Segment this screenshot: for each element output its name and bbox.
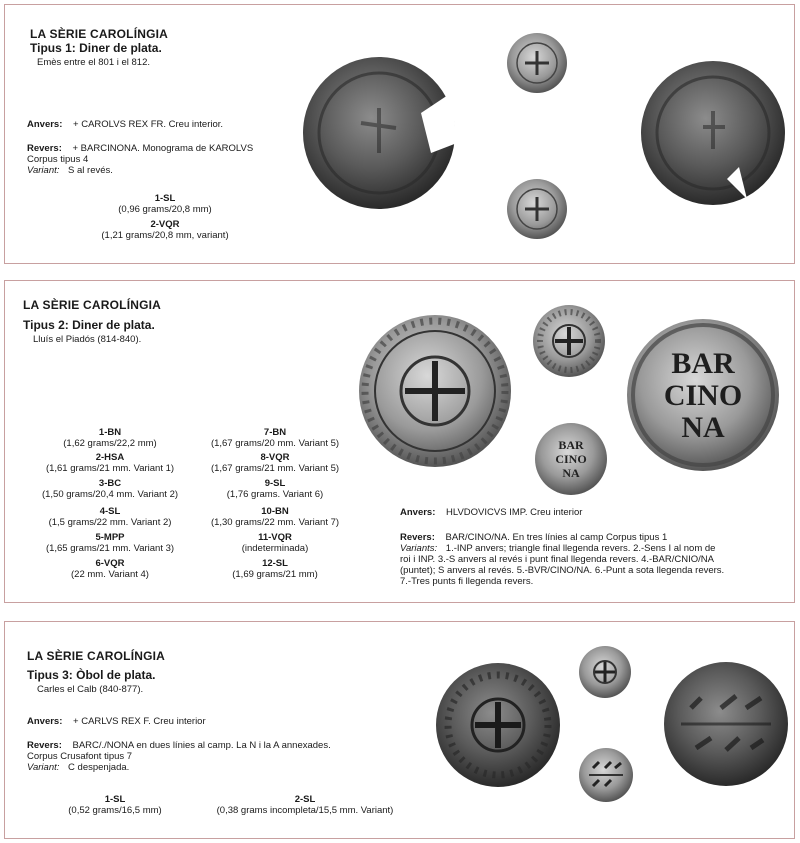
card-tipus-2 xyxy=(4,280,795,603)
specimen-id: 8-VQR xyxy=(260,452,290,463)
coin-revers-large-image xyxy=(661,658,791,788)
corpus-line: Corpus tipus 4 xyxy=(27,154,89,165)
revers-line xyxy=(27,143,253,154)
specimen-id: 6-VQR xyxy=(95,558,125,569)
revers-text: + BARCINONA. Monograma de KAROLVS xyxy=(72,143,254,154)
variants-line-4: 7.-Tres punts fi llegenda revers. xyxy=(400,576,534,587)
specimen-detail: (1,69 grams/21 mm) xyxy=(232,569,318,580)
card-tipus-title: Tipus 1: Diner de plata. xyxy=(30,41,162,55)
revers-line xyxy=(400,532,667,543)
corpus-line: Corpus Crusafont tipus 7 xyxy=(27,751,133,762)
specimen-detail: (0,38 grams incompleta/15,5 mm. Variant) xyxy=(216,805,394,816)
specimen-id: 11-VQR xyxy=(258,532,292,543)
specimen-1 xyxy=(95,193,235,215)
anvers-line xyxy=(400,507,582,518)
card-tipus-title: Tipus 2: Diner de plata. xyxy=(23,318,155,332)
variants-label: Variants: xyxy=(400,543,438,554)
specimen-1 xyxy=(45,794,185,816)
revers-text: BAR/CINO/NA. En tres línies al camp Corpus tipus 1 xyxy=(445,532,668,543)
specimen-id: 4-SL xyxy=(99,506,121,517)
specimen-2 xyxy=(185,794,425,816)
variants-line-2: roi i INP. 3.-S anvers al revés i punt final llegenda revers. 4.-BAR/CNIO/NA xyxy=(400,554,714,565)
specimen-8 xyxy=(190,452,360,474)
specimen-1 xyxy=(35,427,185,449)
coin-anvers-small-image xyxy=(529,301,609,381)
card-subtitle: Lluís el Piadós (814-840). xyxy=(33,334,142,345)
specimen-4 xyxy=(25,506,195,528)
specimen-2 xyxy=(25,452,195,474)
revers-label: Revers: xyxy=(27,143,62,154)
specimen-id: 7-BN xyxy=(263,427,287,438)
coin-anvers-large-image xyxy=(433,660,563,790)
card-subtitle: Emès entre el 801 i el 812. xyxy=(37,57,151,68)
specimen-id: 2-HSA xyxy=(95,452,125,463)
specimen-id: 5-MPP xyxy=(95,532,125,543)
card-series-title: LA SÈRIE CAROLÍNGIA xyxy=(30,27,169,41)
coin-large-line-1: BAR xyxy=(671,347,735,380)
coin-revers-small-image xyxy=(505,177,569,241)
specimen-detail: (1,21 grams/20,8 mm, variant) xyxy=(101,230,229,241)
coin-anvers-large-image xyxy=(355,311,515,471)
specimen-3 xyxy=(20,478,200,500)
specimen-detail: (1,65 grams/21 mm. Variant 3) xyxy=(45,543,175,554)
revers-label: Revers: xyxy=(400,532,435,543)
coin-revers-large-image xyxy=(643,49,800,209)
revers-label: Revers: xyxy=(27,740,62,751)
card-series-title: LA SÈRIE CAROLÍNGIA xyxy=(27,649,166,663)
anvers-text: + CARLVS REX F. Creu interior xyxy=(73,716,206,727)
variant-label: Variant: xyxy=(27,762,60,773)
variants-text: 1.-INP anvers; triangle final llegenda revers. 2.-Sens I al nom de xyxy=(445,543,716,554)
specimen-detail: (1,30 grams/22 mm. Variant 7) xyxy=(210,517,340,528)
variant-line xyxy=(27,165,113,176)
specimen-id: 2-SL xyxy=(294,794,316,805)
specimen-detail: (0,52 grams/16,5 mm) xyxy=(68,805,162,816)
anvers-line xyxy=(27,716,206,727)
card-subtitle: Carles el Calb (840-877). xyxy=(37,684,144,695)
specimen-id: 1-BN xyxy=(98,427,122,438)
specimen-detail: (1,50 grams/20,4 mm. Variant 2) xyxy=(41,489,179,500)
revers-text: BARC/./NONA en dues línies al camp. La N i la A annexades. xyxy=(72,740,331,751)
anvers-label: Anvers: xyxy=(27,716,63,727)
anvers-text: HLVDOVICVS IMP. Creu interior xyxy=(446,507,583,518)
specimen-detail: (0,96 grams/20,8 mm) xyxy=(118,204,212,215)
anvers-label: Anvers: xyxy=(400,507,436,518)
coin-revers-large-image xyxy=(625,317,785,477)
variant-label: Variant: xyxy=(27,165,60,176)
specimen-detail: (22 mm. Variant 4) xyxy=(71,569,149,580)
variant-line xyxy=(27,762,129,773)
specimen-9 xyxy=(200,478,350,500)
variants-line-1 xyxy=(400,543,715,554)
coin-large-line-3: NA xyxy=(681,411,725,444)
coin-small-line-3: NA xyxy=(562,466,580,480)
specimen-id: 3-BC xyxy=(98,478,122,489)
specimen-id: 1-SL xyxy=(104,794,126,805)
specimen-detail: (1,61 grams/21 mm. Variant 1) xyxy=(45,463,175,474)
specimen-11 xyxy=(210,532,340,554)
specimen-detail: (1,67 grams/20 mm. Variant 5) xyxy=(210,438,340,449)
coin-revers-small-image xyxy=(577,746,635,804)
anvers-text: + CAROLVS REX FR. Creu interior. xyxy=(73,119,224,130)
variant-text: C despenjada. xyxy=(68,762,130,773)
coin-anvers-large-image xyxy=(301,53,461,213)
specimen-5 xyxy=(25,532,195,554)
coin-large-line-2: CINO xyxy=(663,379,743,412)
specimen-6 xyxy=(35,558,185,580)
coin-revers-small-image xyxy=(531,419,611,499)
specimen-12 xyxy=(205,558,345,580)
specimen-detail: (indeterminada) xyxy=(241,543,309,554)
card-series-title: LA SÈRIE CAROLÍNGIA xyxy=(23,298,162,312)
coin-anvers-small-image xyxy=(577,644,633,700)
revers-line xyxy=(27,740,331,751)
specimen-id: 1-SL xyxy=(154,193,176,204)
specimen-detail: (1,62 grams/22,2 mm) xyxy=(63,438,157,449)
anvers-label: Anvers: xyxy=(27,119,63,130)
specimen-id: 9-SL xyxy=(264,478,286,489)
card-tipus-3 xyxy=(4,621,795,839)
card-tipus-title: Tipus 3: Òbol de plata. xyxy=(27,668,156,682)
anvers-line xyxy=(27,119,223,130)
coin-anvers-small-image xyxy=(505,31,569,95)
specimen-2 xyxy=(75,219,255,241)
specimen-id: 10-BN xyxy=(261,506,289,517)
specimen-id: 2-VQR xyxy=(150,219,180,230)
card-tipus-1 xyxy=(4,4,795,264)
specimen-detail: (1,67 grams/21 mm. Variant 5) xyxy=(210,463,340,474)
specimen-id: 12-SL xyxy=(262,558,288,569)
specimen-detail: (1,5 grams/22 mm. Variant 2) xyxy=(48,517,172,528)
specimen-7 xyxy=(190,427,360,449)
specimen-10 xyxy=(190,506,360,528)
variants-line-3: (puntet); S anvers al revés. 5.-BVR/CINO/NA. 6.-Punt a sota llegenda revers. xyxy=(400,565,725,576)
coin-small-line-2: CINO xyxy=(555,452,587,466)
coin-small-line-1: BAR xyxy=(558,438,584,452)
specimen-detail: (1,76 grams. Variant 6) xyxy=(226,489,324,500)
variant-text: S al revés. xyxy=(68,165,113,176)
